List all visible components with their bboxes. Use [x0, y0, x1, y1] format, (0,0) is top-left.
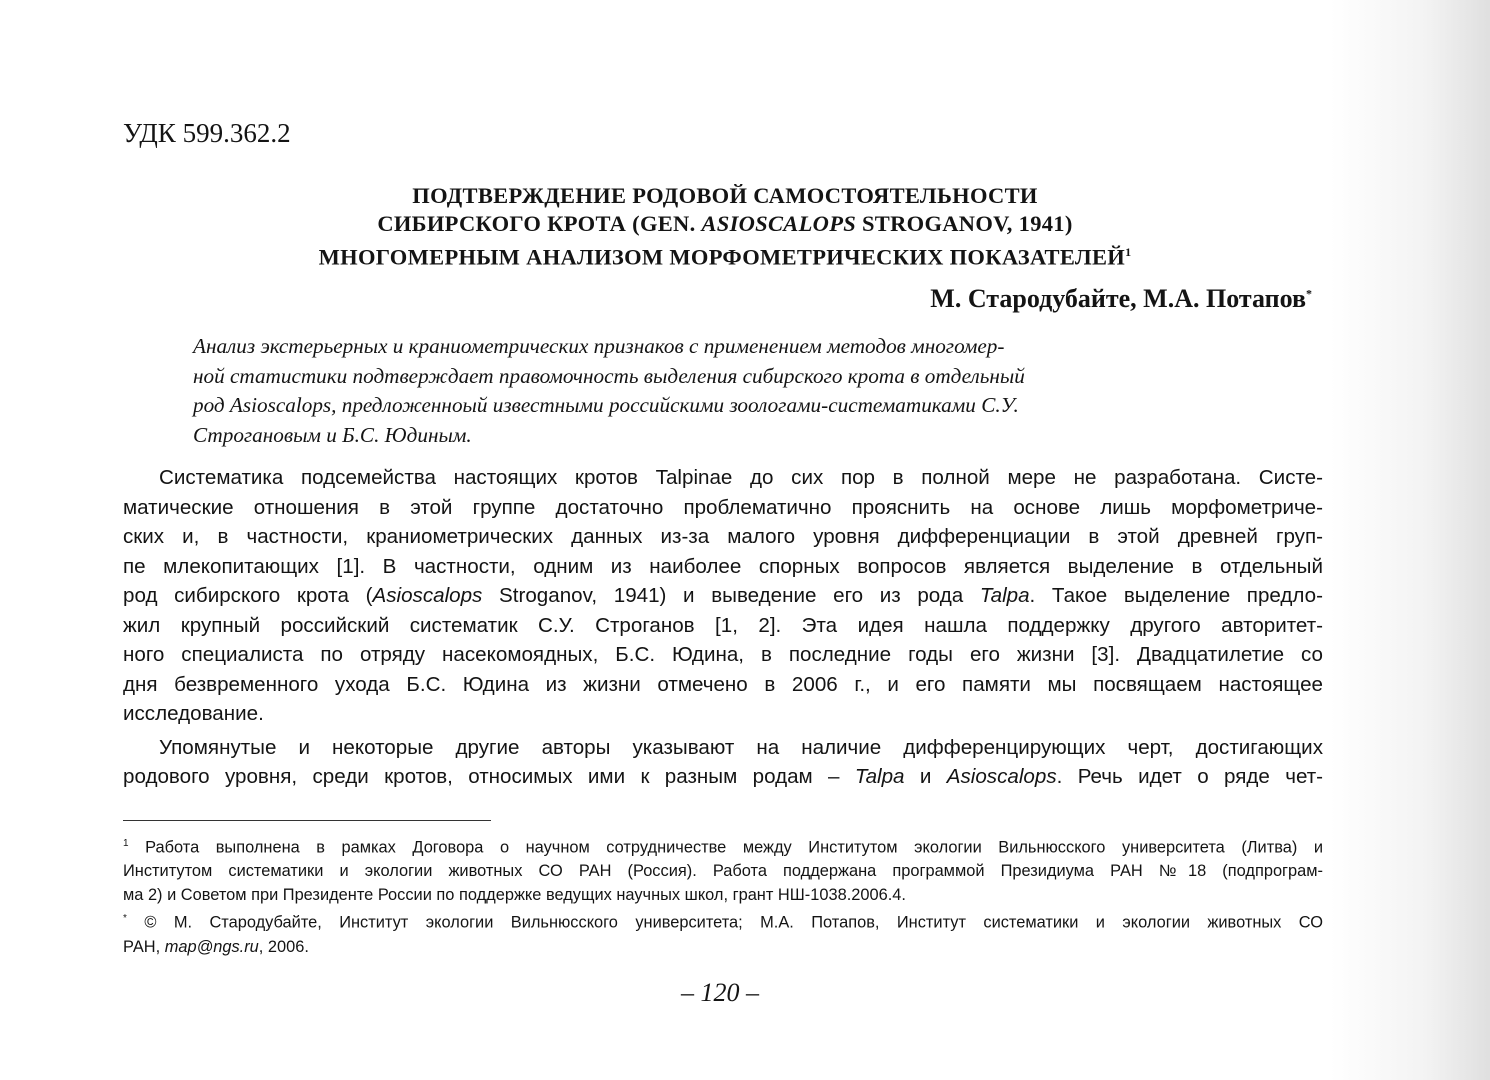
- footnote-text: , 2006.: [258, 937, 309, 956]
- title-line-3: [120, 238, 1330, 272]
- abstract-line: ной статистики подтверждает правомочность выделения сибирского крота в отдельный: [193, 363, 1025, 388]
- text-line: пе млекопитающих [1]. В частности, одним из наиболее спорных вопросов является выделение в отдельный: [123, 554, 1323, 578]
- text-fragment: родового уровня, среди кротов, относимых ими к разным родам –: [123, 765, 855, 788]
- text-line: матические отношения в этой группе достаточно проблематично прояснить на основе лишь морфометриче-: [123, 495, 1323, 519]
- article-title: [120, 182, 1330, 272]
- text-line: ного специалиста по отряду насекомоядных, Б.С. Юдина, в последние годы его жизни [3]. Двадцатилетие со: [123, 643, 1323, 666]
- abstract-line: род Asioscalops, предложенноый известными российскими зоологами-систематиками С.У.: [193, 393, 1019, 417]
- text-line: [123, 762, 1323, 792]
- footnote-1-line: ма 2) и Советом при Президенте России по поддержке ведущих научных школ, грант НШ-1038.2006.4.: [123, 886, 906, 905]
- footnote-divider: [123, 820, 491, 821]
- text-fragment: . Такое выделение предло-: [1029, 584, 1323, 607]
- genus-talpa: Talpa: [979, 584, 1030, 607]
- text-line: Упомянутые и некоторые другие авторы указывают на наличие дифференцирующих черт, достигающих: [159, 735, 1323, 759]
- author-names: М. Стародубайте, М.А. Потапов: [930, 284, 1306, 313]
- text-line: жил крупный российский систематик С.У. Строганов [1, 2]. Эта идея нашла поддержку другого авторитет-: [123, 613, 1323, 637]
- title-line-2-end: STROGANOV, 1941): [856, 211, 1073, 236]
- text-fragment: Stroganov, 1941) и выведение его из рода: [482, 584, 980, 607]
- footnote-1-mark: 1: [123, 838, 129, 849]
- text-line: Систематика подсемейства настоящих кротов Talpinae до сих пор в полной мере не разработана. Систе-: [159, 466, 1323, 489]
- title-line-1: ПОДТВЕРЖДЕНИЕ РОДОВОЙ САМОСТОЯТЕЛЬНОСТИ: [412, 183, 1038, 208]
- footnote-2-line: [123, 907, 1323, 934]
- title-line-3-text: МНОГОМЕРНЫМ АНАЛИЗОМ МОРФОМЕТРИЧЕСКИХ ПОКАЗАТЕЛЕЙ: [318, 244, 1126, 270]
- text-line: ских и, в частности, краниометрических данных из-за малого уровня дифференциации в этой древней груп-: [123, 525, 1323, 548]
- text-line: исследование.: [123, 702, 264, 725]
- page-edge-shadow: [1330, 0, 1490, 1080]
- page-number: – 120 –: [681, 978, 759, 1007]
- footnote-1-line: [123, 832, 1323, 859]
- title-line-2-start: СИБИРСКОГО КРОТА (GEN.: [377, 211, 702, 236]
- abstract-line: Анализ экстерьерных и краниометрических признаков с применением методов многомер-: [193, 334, 1005, 358]
- text-fragment: род сибирского крота (: [123, 584, 373, 607]
- email-address: map@ngs.ru: [164, 937, 259, 956]
- footnote-text: Работа выполнена в рамках Договора о научном сотрудничестве между Институтом экологии Вильнюсского университета (Литва) и: [128, 838, 1323, 857]
- body-text: [123, 463, 1323, 792]
- paragraph-2: [123, 733, 1323, 792]
- paragraph-1: [123, 463, 1323, 729]
- footnotes: [123, 832, 1323, 959]
- text-line: [123, 581, 1323, 611]
- footnote-2-mark: *: [123, 913, 127, 925]
- footnote-text: РАН,: [123, 937, 165, 956]
- authors: [930, 284, 1312, 314]
- footnote-2-line: [123, 935, 1323, 959]
- udk-code: УДК 599.362.2: [123, 118, 291, 148]
- text-line: дня безвременного ухода Б.С. Юдина из жизни отмечено в 2006 г., и его памяти мы посвящаем настоящее: [123, 672, 1323, 696]
- text-fragment: и: [904, 765, 947, 788]
- title-footnote-mark: 1: [1125, 245, 1132, 259]
- author-footnote-mark: *: [1306, 286, 1312, 301]
- footnote-text: © М. Стародубайте, Институт экологии Вильнюсского университета; М.А. Потапов, Институт систематики и экологии животных СО: [126, 913, 1323, 932]
- genus-asioscalops: Asioscalops: [372, 584, 483, 607]
- genus-asioscalops: Asioscalops: [946, 765, 1057, 788]
- title-line-2: [120, 210, 1330, 238]
- genus-talpa: Talpa: [854, 765, 905, 788]
- abstract: [193, 332, 1251, 450]
- genus-name-italic: ASIOSCALOPS: [701, 211, 857, 236]
- text-fragment: . Речь идет о ряде чет-: [1056, 765, 1323, 788]
- abstract-line: Строгановым и Б.С. Юдиным.: [193, 422, 472, 447]
- footnote-1-line: Институтом систематики и экологии животных СО РАН (Россия). Работа поддержана программой Президиума РАН №18 (подпрограм-: [123, 862, 1323, 881]
